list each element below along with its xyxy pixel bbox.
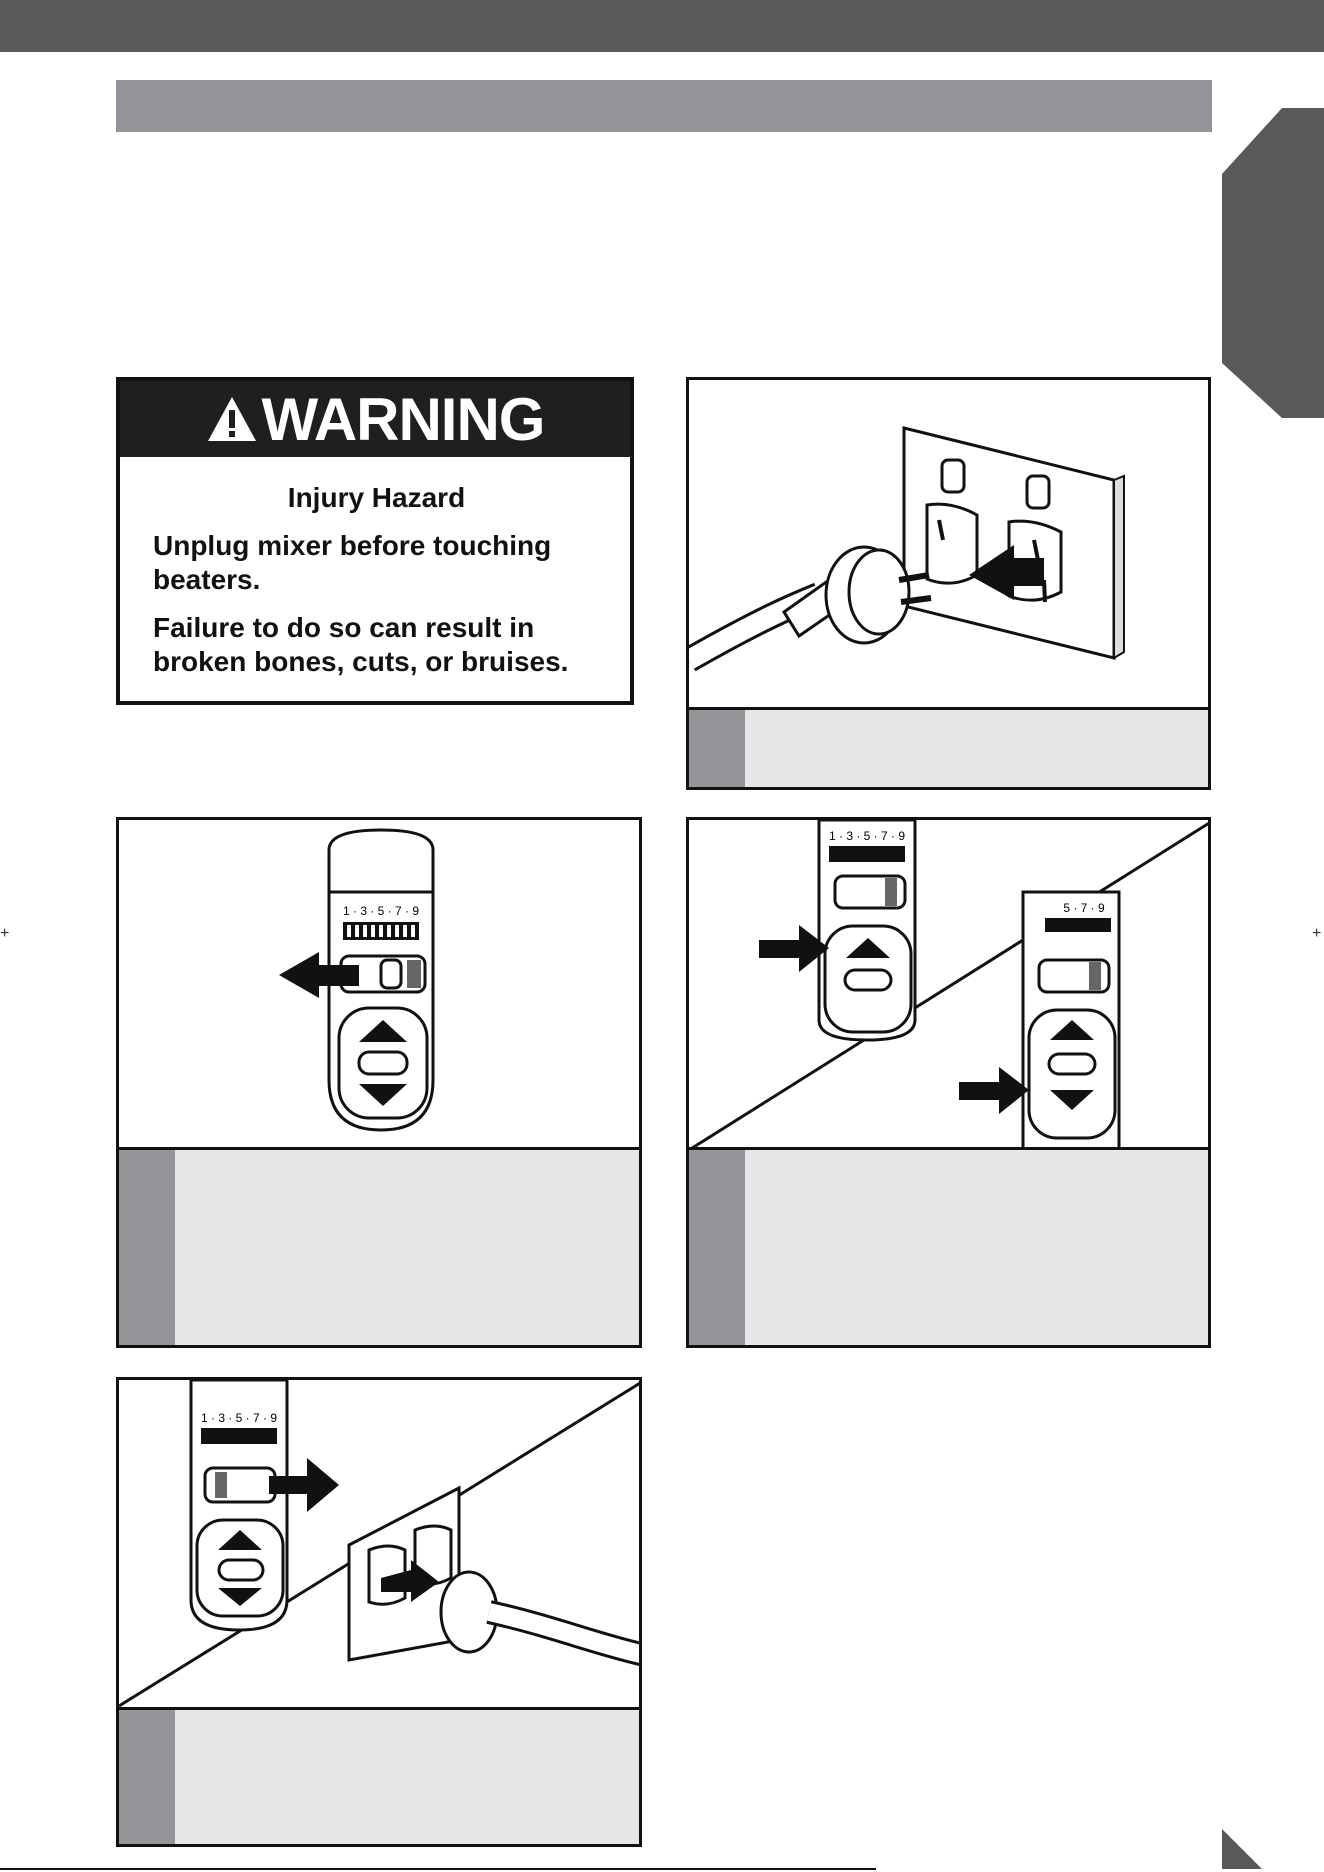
switch-off-illustration	[119, 820, 642, 1150]
step-panel-4	[116, 1377, 642, 1847]
warning-consequence: Failure to do so can result in broken bones, cuts, or bruises.	[153, 612, 569, 677]
warning-signal-word: WARNING	[261, 385, 545, 453]
next-page-arrow-icon	[1222, 1829, 1264, 1869]
warning-triangle-icon	[206, 395, 258, 443]
section-header-bar	[116, 80, 1212, 132]
step-number-1	[689, 710, 745, 787]
warning-hazard-title: Injury Hazard	[287, 482, 466, 513]
step-caption-3	[689, 1147, 1208, 1345]
registration-mark-left: +	[0, 925, 10, 942]
step-number-2	[119, 1150, 175, 1345]
footer-rule	[0, 1868, 876, 1870]
step-number-3	[689, 1150, 745, 1345]
speed-scale-label: 1 · 3 · 5 · 7 · 9	[828, 829, 906, 843]
speed-scale-label-2: 5 · 7 · 9	[1063, 901, 1105, 915]
step-number-4	[119, 1710, 175, 1844]
speed-scale-label: 1 · 3 · 5 · 7 · 9	[342, 904, 420, 918]
speed-adjust-illustration	[689, 820, 1211, 1150]
side-tab	[1222, 108, 1324, 418]
warning-box	[116, 377, 634, 705]
step-caption-2	[119, 1147, 639, 1345]
step-caption-4	[119, 1707, 639, 1844]
step-caption-1	[689, 707, 1208, 787]
step-panel-3	[686, 817, 1211, 1348]
warning-instruction: Unplug mixer before touching beaters.	[153, 530, 552, 595]
top-bar	[0, 0, 1324, 52]
switch-off-unplug-illustration	[119, 1380, 642, 1710]
registration-mark-right: +	[1312, 925, 1322, 942]
step-panel-1	[686, 377, 1211, 790]
speed-scale-label: 1 · 3 · 5 · 7 · 9	[200, 1411, 278, 1425]
unplug-outlet-illustration	[689, 380, 1211, 710]
step-panel-2	[116, 817, 642, 1348]
warning-header	[120, 381, 630, 457]
